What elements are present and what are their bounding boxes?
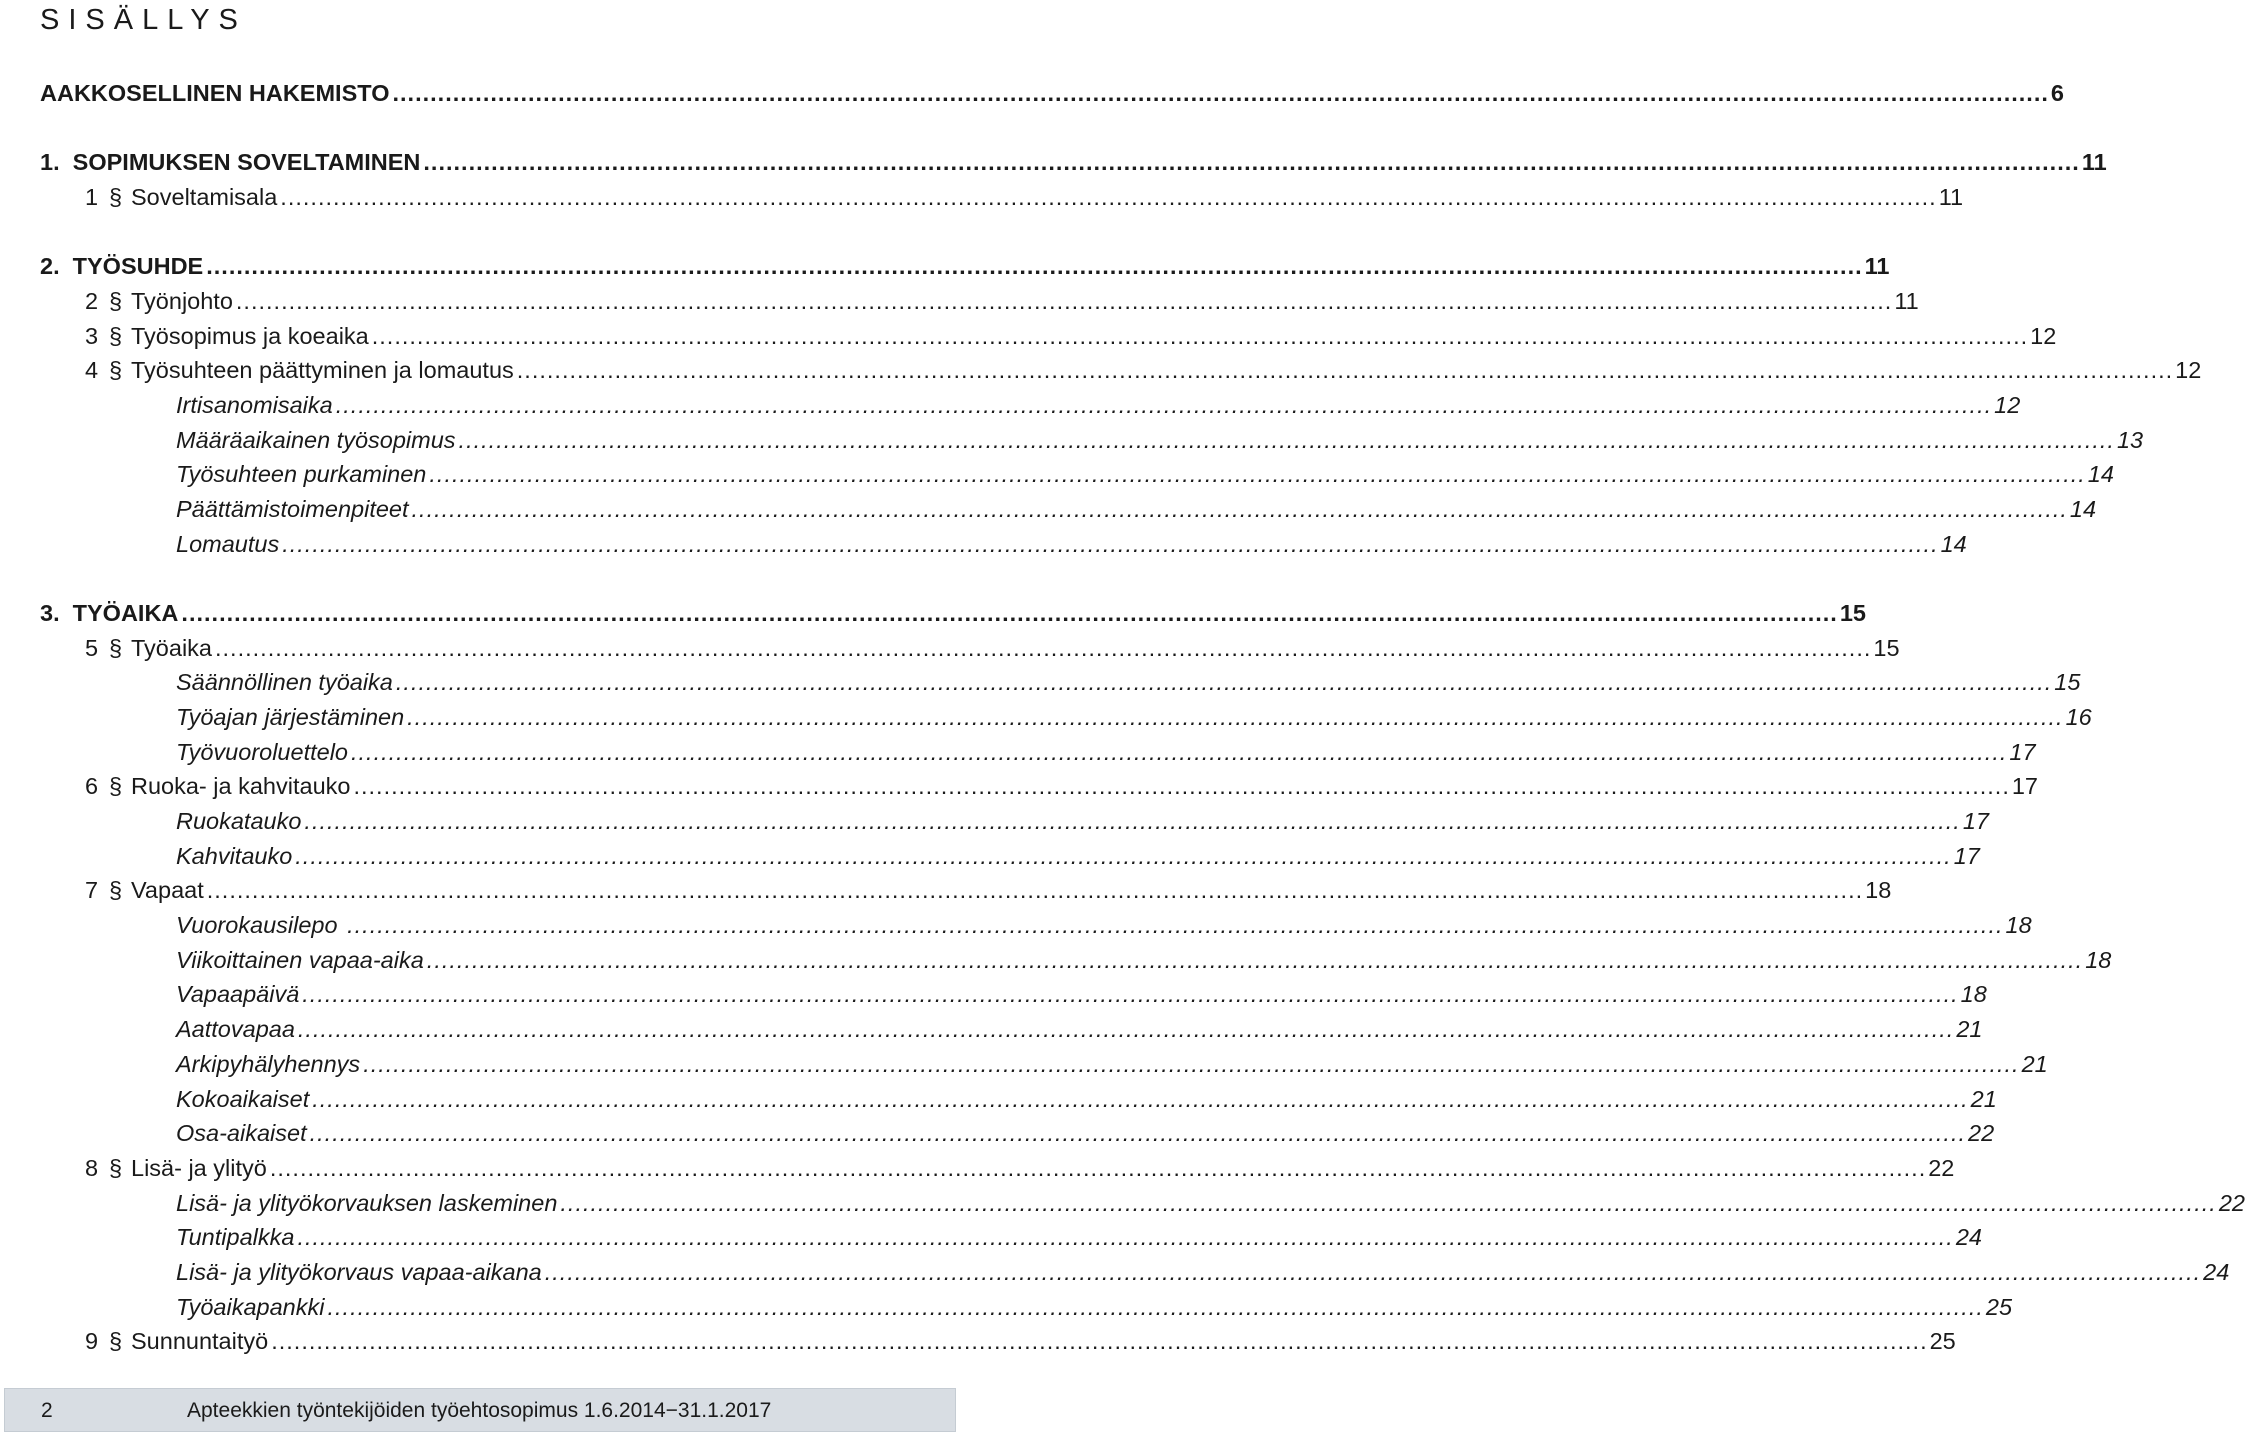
toc-entry-label: AAKKOSELLINEN HAKEMISTO (40, 80, 390, 106)
toc-entry[interactable] (0, 282, 1919, 316)
toc-entry-text (176, 1049, 360, 1079)
toc-entry-text (176, 667, 393, 697)
toc-entry-label: Määräaikainen työsopimus (176, 427, 456, 453)
dot-leader: ............................................................................................................................................................................................................................ (206, 253, 1863, 279)
toc-entry[interactable] (0, 490, 2097, 524)
toc-entry[interactable] (0, 941, 2112, 975)
toc-entry-text (176, 945, 424, 975)
toc-page-number: 11 (1938, 184, 1964, 210)
toc-entry-text (176, 1118, 307, 1148)
toc-entry-text (40, 78, 389, 108)
toc-entry-text (176, 494, 409, 524)
toc-entry-text (176, 1222, 294, 1252)
toc-page-number: 16 (2065, 704, 2092, 730)
toc-entry-text (176, 979, 299, 1009)
section-number: 2 (85, 288, 99, 314)
toc-entry[interactable] (0, 906, 2032, 940)
toc-entry-label: Työaikapankki (176, 1294, 325, 1320)
toc-entry-text (176, 1084, 309, 1114)
toc-entry[interactable] (0, 1253, 2230, 1287)
toc-entry-text (176, 459, 426, 489)
toc-entry-text (176, 1257, 542, 1287)
toc-entry-label: Työsuhteen purkaminen (176, 461, 427, 487)
toc-entry-label: Arkipyhälyhennys (176, 1051, 361, 1077)
toc-entry-label: 3. TYÖAIKA (40, 600, 179, 626)
section-number: 4 (85, 357, 99, 383)
toc-entry-text (176, 1292, 324, 1322)
toc-entry[interactable] (0, 143, 2107, 177)
dot-leader: ............................................................................................................................................................................................................................ (215, 635, 1872, 661)
toc-entry-label: Lisä- ja ylityökorvaus vapaa-aikana (176, 1259, 542, 1285)
dot-leader: ............................................................................................................................................................................................................................ (297, 1016, 1955, 1042)
toc-page-number: 17 (2011, 773, 2038, 799)
toc-entry-label: Työajan järjestäminen (176, 704, 405, 730)
toc-entry[interactable] (0, 663, 2081, 697)
toc-entry-label: Työvuoroluettelo (176, 739, 348, 765)
toc-page-number: 22 (2218, 1190, 2245, 1216)
dot-leader: ............................................................................................................................................................................................................................ (516, 357, 2174, 383)
toc-entry-label: Osa-aikaiset (176, 1120, 307, 1146)
dot-leader: ............................................................................................................................................................................................................................ (392, 80, 2049, 106)
toc-page-number: 21 (1970, 1086, 1997, 1112)
toc-entry-text (85, 633, 212, 663)
toc-entry[interactable] (0, 733, 2036, 767)
section-number: 1 (85, 184, 99, 210)
toc-entry-label: 2. TYÖSUHDE (40, 253, 204, 279)
toc-page-number: 6 (2050, 80, 2064, 106)
toc-entry[interactable] (0, 1045, 2048, 1079)
toc-entry-text (40, 598, 178, 628)
toc-entry-label: Lomautus (176, 531, 280, 557)
toc-page-number: 13 (2116, 427, 2144, 453)
dot-leader: ............................................................................................................................................................................................................................ (544, 1259, 2202, 1285)
toc-page-number: 18 (2005, 912, 2032, 938)
toc-page-number: 15 (2054, 669, 2081, 695)
toc-entry[interactable] (0, 247, 1890, 281)
toc-entry-text (176, 425, 456, 455)
toc-entry[interactable] (0, 871, 1892, 905)
toc-entry[interactable] (0, 802, 1989, 836)
section-sign-icon: § (109, 1155, 123, 1181)
toc-entry-text (40, 147, 420, 177)
toc-entry[interactable] (0, 351, 2202, 385)
toc-entry-label: Työsopimus ja koeaika (131, 323, 369, 349)
toc-page-number: 15 (1873, 635, 1900, 661)
dot-leader: ............................................................................................................................................................................................................................ (363, 1051, 2020, 1077)
section-sign-icon: § (109, 323, 123, 349)
dot-leader: ............................................................................................................................................................................................................................ (335, 392, 1993, 418)
dot-leader: ............................................................................................................................................................................................................................ (297, 1224, 1954, 1250)
dot-leader: ............................................................................................................................................................................................................................ (407, 704, 2064, 730)
toc-page-number: 24 (1955, 1224, 1982, 1250)
dot-leader: ............................................................................................................................................................................................................................ (426, 947, 2084, 973)
toc-entry-label: Vapaat (131, 877, 204, 903)
section-number: 6 (85, 773, 99, 799)
dot-leader: ............................................................................................................................................................................................................................ (302, 981, 1959, 1007)
dot-leader: ............................................................................................................................................................................................................................ (304, 808, 1961, 834)
dot-leader: ............................................................................................................................................................................................................................ (282, 531, 1939, 557)
toc-entry[interactable] (0, 386, 2021, 420)
section-sign-icon: § (109, 877, 123, 903)
toc-entry[interactable] (0, 421, 2144, 455)
section-sign-icon: § (109, 184, 123, 210)
toc-entry-text (176, 1014, 295, 1044)
dot-leader: ............................................................................................................................................................................................................................ (271, 1328, 1928, 1354)
toc-entry[interactable] (0, 74, 2064, 108)
toc-entry[interactable] (0, 317, 2057, 351)
dot-leader: ............................................................................................................................................................................................................................ (206, 877, 1864, 903)
toc-entry[interactable] (0, 1288, 2013, 1322)
toc-entry-label: Vuorokausilepo (176, 912, 345, 938)
dot-leader: ............................................................................................................................................................................................................................ (429, 461, 2086, 487)
toc-entry[interactable] (0, 767, 2038, 801)
page-title: SISÄLLYS (40, 4, 247, 36)
toc-entry-label: 1. SOPIMUKSEN SOVELTAMINEN (40, 149, 421, 175)
toc-entry-text (176, 910, 344, 940)
footer-page-number: 2 (41, 1399, 53, 1422)
dot-leader: ............................................................................................................................................................................................................................ (235, 288, 1893, 314)
toc-entry-label: Ruoka- ja kahvitauko (131, 773, 351, 799)
dot-leader: ............................................................................................................................................................................................................................ (347, 912, 2004, 938)
toc-page-number: 22 (1968, 1120, 1995, 1146)
toc-entry-label: Kahvitauko (176, 843, 293, 869)
toc-page-number: 25 (1929, 1328, 1956, 1354)
toc-page-number: 25 (1985, 1294, 2013, 1320)
section-number: 7 (85, 877, 99, 903)
toc-entry-label: Tuntipalkka (176, 1224, 295, 1250)
toc-entry[interactable] (0, 698, 2092, 732)
toc-entry[interactable] (0, 629, 1900, 663)
toc-entry-label: Lisä- ja ylityö (131, 1155, 267, 1181)
toc-entry[interactable] (0, 455, 2114, 489)
toc-entry-label: Viikoittainen vapaa-aika (176, 947, 424, 973)
toc-page-number: 18 (1865, 877, 1892, 903)
toc-entry-label: Aattovapaa (176, 1016, 295, 1042)
toc-entry-label: Säännöllinen työaika (176, 669, 393, 695)
dot-leader: ............................................................................................................................................................................................................................ (312, 1086, 1969, 1112)
toc-page-number: 14 (2087, 461, 2114, 487)
toc-entry-label: Työaika (131, 635, 212, 661)
toc-entry-text (176, 390, 333, 420)
toc-entry-label: Ruokatauko (176, 808, 302, 834)
dot-leader: ............................................................................................................................................................................................................................ (295, 843, 1952, 869)
toc-page-number: 18 (2085, 947, 2112, 973)
toc-entry-label: Sunnuntaityö (131, 1328, 269, 1354)
toc-page-number: 15 (1839, 600, 1866, 626)
toc-entry-label: Soveltamisala (131, 184, 278, 210)
toc-entry[interactable] (0, 837, 1980, 871)
toc-page-number: 12 (1994, 392, 2021, 418)
toc-page-number: 11 (1894, 288, 1919, 314)
toc-entry-text (85, 771, 350, 801)
dot-leader: ............................................................................................................................................................................................................................ (560, 1190, 2217, 1216)
toc-page-number: 18 (1960, 981, 1987, 1007)
dot-leader: ............................................................................................................................................................................................................................ (309, 1120, 1967, 1146)
toc-entry-text (85, 1326, 268, 1356)
toc-entry[interactable] (0, 975, 1987, 1009)
toc-page-number: 11 (2081, 149, 2107, 175)
toc-page-number: 17 (2009, 739, 2036, 765)
section-sign-icon: § (109, 357, 123, 383)
toc-entry-text (176, 529, 279, 559)
dot-leader: ............................................................................................................................................................................................................................ (371, 323, 2029, 349)
dot-leader: ............................................................................................................................................................................................................................ (353, 773, 2010, 799)
toc-entry-text (176, 841, 292, 871)
toc-page-number: 21 (2021, 1051, 2048, 1077)
toc-entry-label: Työsuhteen päättyminen ja lomautus (131, 357, 514, 383)
toc-entry-label: Kokoaikaiset (176, 1086, 310, 1112)
toc-entry-text (40, 251, 203, 281)
toc-entry[interactable] (0, 1010, 1983, 1044)
dot-leader: ............................................................................................................................................................................................................................ (411, 496, 2068, 522)
toc-entry-label: Päättämistoimenpiteet (176, 496, 409, 522)
toc-entry-text (85, 286, 233, 316)
toc-entry-label: Lisä- ja ylityökorvauksen laskeminen (176, 1190, 558, 1216)
toc-entry-text (85, 355, 514, 385)
toc-page-number: 12 (2030, 323, 2057, 349)
toc-entry[interactable] (0, 1218, 1982, 1252)
section-number: 3 (85, 323, 99, 349)
dot-leader: ............................................................................................................................................................................................................................ (395, 669, 2053, 695)
toc-entry-text (176, 702, 404, 732)
toc-entry[interactable] (0, 1184, 2245, 1218)
toc-entry-text (85, 875, 204, 905)
toc-entry-text (176, 737, 348, 767)
section-sign-icon: § (109, 773, 123, 799)
page-footer (4, 1388, 956, 1432)
toc-page-number: 22 (1928, 1155, 1955, 1181)
toc-entry[interactable] (0, 1114, 1995, 1148)
toc-entry[interactable] (0, 1322, 1956, 1356)
toc-page-number: 21 (1956, 1016, 1983, 1042)
toc-entry[interactable] (0, 594, 1866, 628)
section-sign-icon: § (109, 288, 123, 314)
dot-leader: ............................................................................................................................................................................................................................ (269, 1155, 1927, 1181)
toc-entry-text (85, 1153, 267, 1183)
section-number: 8 (85, 1155, 99, 1181)
toc-page-number: 14 (1940, 531, 1967, 557)
footer-document-title: Apteekkien työntekijöiden työehtosopimus 1.6.2014−31.1.2017 (187, 1399, 772, 1422)
toc-entry-text (85, 321, 369, 351)
dot-leader: ............................................................................................................................................................................................................................ (423, 149, 2080, 175)
toc-page-number: 17 (1962, 808, 1989, 834)
toc-entry[interactable] (0, 1080, 1997, 1114)
toc-page-number: 11 (1864, 253, 1890, 279)
toc-entry-label: Vapaapäivä (176, 981, 300, 1007)
dot-leader: ............................................................................................................................................................................................................................ (458, 427, 2115, 453)
toc-entry[interactable] (0, 1149, 1955, 1183)
toc-entry-label: Irtisanomisaika (176, 392, 333, 418)
toc-page-number: 12 (2175, 357, 2202, 383)
section-number: 9 (85, 1328, 99, 1354)
toc-entry-text (176, 806, 301, 836)
section-number: 5 (85, 635, 99, 661)
dot-leader: ............................................................................................................................................................................................................................ (181, 600, 1838, 626)
section-sign-icon: § (109, 635, 123, 661)
section-sign-icon: § (109, 1328, 123, 1354)
toc-entry[interactable] (0, 178, 1964, 212)
toc-entry-label: Työnjohto (131, 288, 233, 314)
dot-leader: ............................................................................................................................................................................................................................ (351, 739, 2008, 765)
toc-page-number: 14 (2069, 496, 2097, 522)
dot-leader: ............................................................................................................................................................................................................................ (280, 184, 1937, 210)
toc-entry-text (85, 182, 277, 212)
toc-page-number: 24 (2203, 1259, 2230, 1285)
toc-entry-text (176, 1188, 557, 1218)
toc-page-number: 17 (1953, 843, 1980, 869)
toc-entry[interactable] (0, 525, 1967, 559)
dot-leader: ............................................................................................................................................................................................................................ (327, 1294, 1984, 1320)
